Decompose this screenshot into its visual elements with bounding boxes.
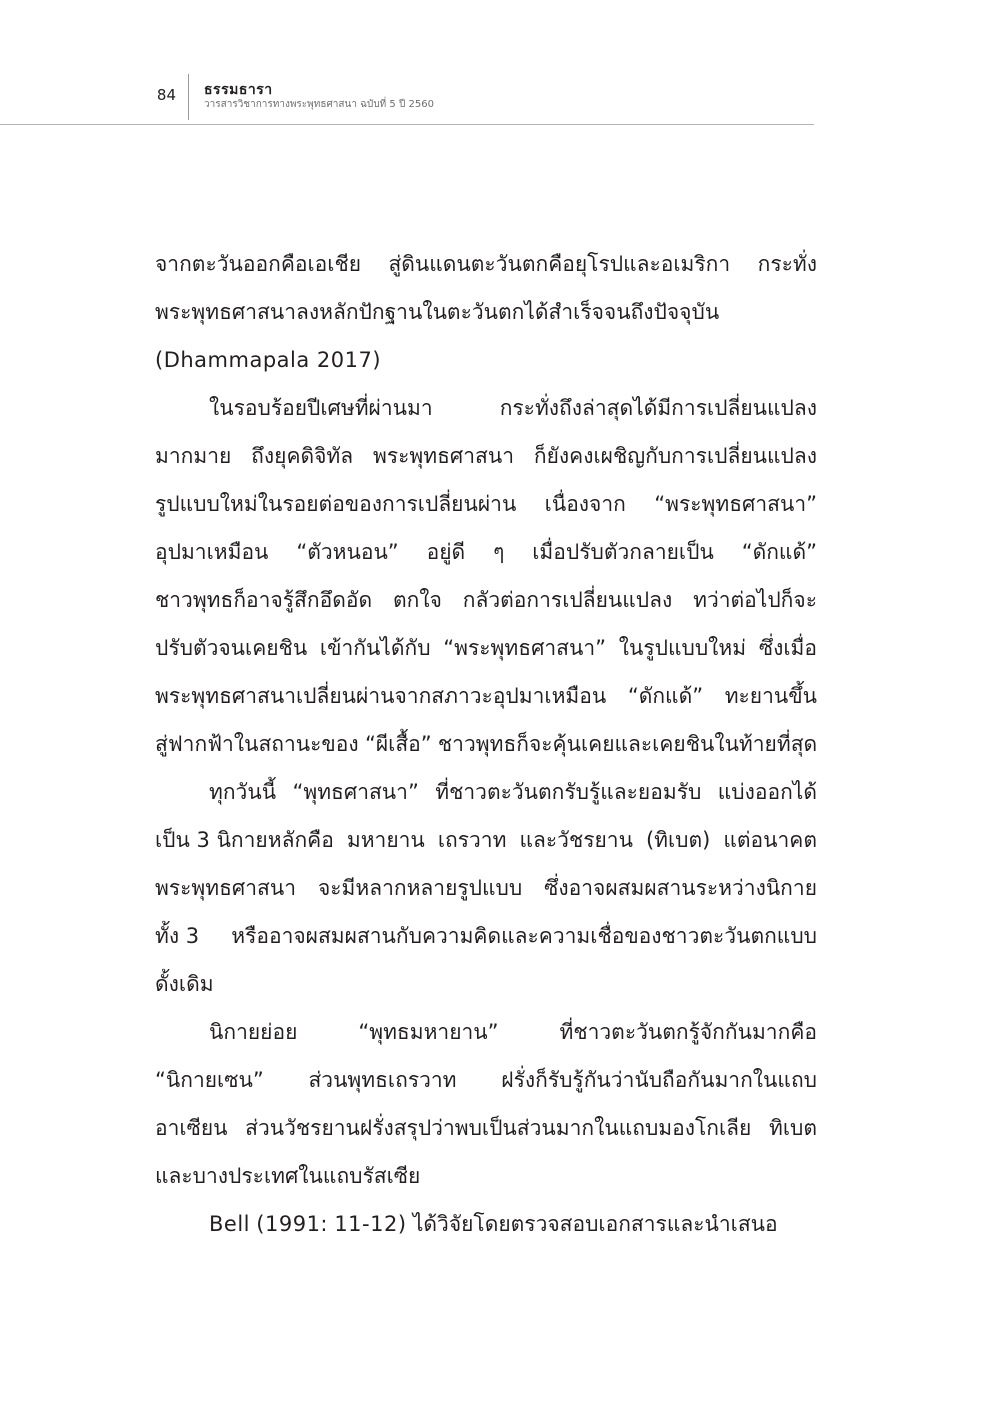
paragraph: [155, 384, 817, 768]
text-segment: กระทั่งถึงล่าสุดได้มีการเปลี่ยนแปลง: [499, 396, 817, 420]
text-segment: จากตะวันออกคือเอเชีย: [155, 252, 362, 276]
text-segment: เป็น 3 นิกายหลักคือ: [155, 828, 334, 852]
text-segment: (ทิเบต): [645, 828, 711, 852]
text-segment: ถึงยุคดิจิทัล: [251, 444, 354, 468]
text-segment: เถรวาท: [437, 828, 507, 852]
text-line: [155, 864, 817, 912]
text-segment: ชาวพุทธก็อาจรู้สึกอึดอัด: [155, 588, 373, 612]
journal-title: ธรรมธารา: [204, 82, 273, 98]
text-segment: 11-12): [334, 1212, 407, 1236]
text-segment: พระพุทธศาสนา: [155, 876, 296, 900]
text-line: [155, 528, 817, 576]
text-segment: “พุทธศาสนา”: [292, 780, 419, 804]
text-segment: “ดักแด้”: [627, 684, 704, 708]
text-line: [155, 1104, 817, 1152]
text-segment: ในรูปแบบใหม่: [618, 636, 747, 660]
text-segment: “ผีเสื้อ”: [364, 732, 432, 756]
text-line: [155, 912, 817, 960]
text-segment: “พระพุทธศาสนา”: [654, 492, 817, 516]
text-segment: ๆ: [493, 540, 505, 564]
text-line: [155, 1056, 817, 1104]
text-segment: อุปมาเหมือน: [155, 540, 269, 564]
text-line: [155, 960, 817, 1008]
text-line: [155, 576, 817, 624]
text-segment: ชาวพุทธก็จะคุ้นเคยและเคยชินในท้ายที่สุด: [437, 732, 817, 756]
text-segment: ก็ยังคงเผชิญกับการเปลี่ยนแปลง: [533, 444, 817, 468]
paragraph: [155, 1200, 817, 1248]
text-segment: มหายาน: [346, 828, 425, 852]
text-segment: เข้ากันได้กับ: [319, 636, 431, 660]
text-segment: กระทั่ง: [757, 252, 817, 276]
text-segment: “นิกายเซน”: [155, 1068, 264, 1092]
text-segment: แต่อนาคต: [723, 828, 817, 852]
text-segment: ทั้ง 3: [155, 924, 200, 948]
text-line: [155, 1200, 817, 1248]
paragraph: [155, 768, 817, 1008]
text-segment: “ตัวหนอน”: [296, 540, 399, 564]
text-segment: และบางประเทศในแถบรัสเซีย: [155, 1164, 421, 1188]
text-segment: หรืออาจผสมผสานกับความคิดและความเชื่อของชาวตะวันตกแบบ: [231, 924, 817, 948]
text-segment: ในรอบร้อยปีเศษที่ผ่านมา: [209, 396, 433, 420]
text-line: [155, 672, 817, 720]
text-segment: ทุกวันนี้: [209, 780, 277, 804]
text-segment: (1991:: [256, 1212, 329, 1236]
text-segment: ปรับตัวจนเคยชิน: [155, 636, 308, 660]
text-line: [155, 720, 817, 768]
text-line: [155, 336, 817, 384]
text-segment: ส่วนวัชรยานฝรั่งสรุปว่าพบเป็นส่วนมากในแถบมองโกเลีย: [245, 1116, 752, 1140]
text-segment: พระพุทธศาสนาเปลี่ยนผ่านจากสภาวะอุปมาเหมือน: [155, 684, 607, 708]
text-segment: อาเซียน: [155, 1116, 228, 1140]
text-segment: “ดักแด้”: [741, 540, 817, 564]
text-segment: จะมีหลากหลายรูปแบบ: [317, 876, 523, 900]
text-segment: ซึ่งเมื่อ: [758, 636, 817, 660]
text-line: [155, 816, 817, 864]
body-text: [155, 240, 817, 1248]
text-segment: สู่ดินแดนตะวันตกคือยุโรปและอเมริกา: [388, 252, 731, 276]
text-segment: ที่ชาวตะวันตกรู้จักกันมากคือ: [559, 1020, 817, 1044]
text-segment: และวัชรยาน: [519, 828, 633, 852]
text-segment: กลัวต่อการเปลี่ยนแปลง: [462, 588, 673, 612]
text-segment: ซึ่งอาจผสมผสานระหว่างนิกาย: [544, 876, 817, 900]
text-line: [155, 288, 817, 336]
text-segment: พระพุทธศาสนาลงหลักปักฐานในตะวันตกได้สำเร็จจนถึงปัจจุบัน: [155, 300, 720, 324]
text-line: [155, 240, 817, 288]
page-number: 84: [156, 86, 176, 104]
text-segment: ฝรั่งก็รับรู้กันว่านับถือกันมากในแถบ: [501, 1068, 817, 1092]
text-line: [155, 624, 817, 672]
text-line: [155, 480, 817, 528]
text-line: [155, 1008, 817, 1056]
text-segment: พระพุทธศาสนา: [373, 444, 515, 468]
header-rule: [0, 124, 814, 125]
text-segment: แบ่งออกได้: [717, 780, 817, 804]
text-segment: ทะยานขึ้น: [724, 684, 817, 708]
paragraph: [155, 240, 817, 384]
paragraph: [155, 1008, 817, 1200]
text-line: [155, 768, 817, 816]
text-segment: “พุทธมหายาน”: [358, 1020, 499, 1044]
page-header: [0, 0, 1000, 130]
text-segment: เนื่องจาก: [544, 492, 626, 516]
text-segment: ส่วนพุทธเถรวาท: [308, 1068, 457, 1092]
text-segment: นิกายย่อย: [209, 1020, 298, 1044]
text-segment: ทว่าต่อไปก็จะ: [693, 588, 817, 612]
text-segment: มากมาย: [155, 444, 232, 468]
text-segment: สู่ฟากฟ้าในสถานะของ: [155, 732, 359, 756]
text-segment: ทิเบต: [769, 1116, 817, 1140]
text-line: [155, 1152, 817, 1200]
text-line: [155, 384, 817, 432]
text-segment: (Dhammapala 2017): [155, 348, 382, 372]
text-segment: ที่ชาวตะวันตกรับรู้และยอมรับ: [435, 780, 702, 804]
text-segment: ตกใจ: [392, 588, 442, 612]
text-segment: รูปแบบใหม่ในรอยต่อของการเปลี่ยนผ่าน: [155, 492, 517, 516]
text-segment: อยู่ดี: [426, 540, 466, 564]
text-segment: ได้วิจัยโดยตรวจสอบเอกสารและนำเสนอ: [412, 1212, 778, 1236]
text-segment: Bell: [209, 1212, 250, 1236]
text-segment: ดั้งเดิม: [155, 972, 214, 996]
text-line: [155, 432, 817, 480]
journal-subtitle: วารสารวิชาการทางพระพุทธศาสนา ฉบับที่ 5 ปี 2560: [204, 99, 434, 110]
text-segment: “พระพุทธศาสนา”: [443, 636, 607, 660]
header-vertical-divider: [188, 74, 189, 120]
text-segment: เมื่อปรับตัวกลายเป็น: [532, 540, 714, 564]
